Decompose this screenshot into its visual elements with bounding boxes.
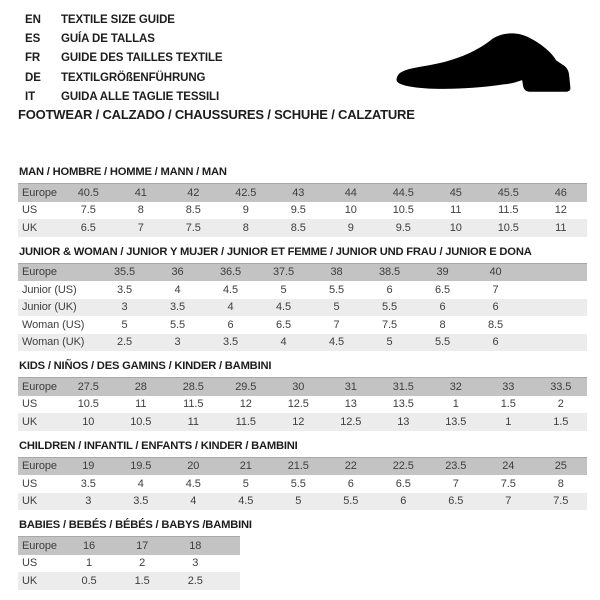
- table-row: [18, 413, 587, 431]
- row-label: Europe: [22, 266, 57, 279]
- size-cell: 5: [242, 477, 249, 490]
- size-cell: 22.5: [392, 460, 414, 473]
- size-cell: 3: [174, 336, 181, 349]
- size-cell: 3: [85, 495, 92, 508]
- size-cell: 8: [439, 318, 446, 331]
- size-cell: 2: [557, 398, 564, 411]
- size-cell: 29.5: [235, 380, 257, 393]
- size-cell: 11: [555, 221, 567, 234]
- size-cell: 18: [189, 539, 202, 552]
- language-row-en: [25, 11, 223, 30]
- size-cell: 44.5: [392, 186, 414, 199]
- size-cell: 6: [227, 318, 234, 331]
- size-cell: 37.5: [272, 266, 294, 279]
- language-label: GUIDE DES TAILLES TEXTILE: [61, 52, 223, 65]
- size-cell: 39: [436, 266, 449, 279]
- size-cell: 31.5: [392, 380, 414, 393]
- table-row: [18, 457, 587, 475]
- row-label: Europe: [22, 460, 57, 473]
- table-row: [18, 537, 240, 555]
- table-row: [18, 475, 587, 493]
- size-cell: 3.5: [170, 301, 185, 314]
- size-cell: 5.5: [382, 301, 397, 314]
- size-cell: 20: [187, 460, 200, 473]
- size-cell: 6.5: [435, 283, 450, 296]
- size-table-section-kids: [18, 360, 600, 431]
- size-cell: 6: [386, 283, 393, 296]
- size-cell: 12.5: [287, 398, 309, 411]
- size-cell: 3.5: [223, 336, 238, 349]
- size-cell: 41: [134, 186, 147, 199]
- table-row: [18, 263, 587, 281]
- row-label: UK: [22, 415, 38, 428]
- language-code: IT: [25, 90, 36, 103]
- row-label: Europe: [22, 380, 57, 393]
- size-cell: 44: [344, 186, 357, 199]
- size-cell: 9: [347, 221, 354, 234]
- category-title: FOOTWEAR / CALZADO / CHAUSSURES / SCHUHE / CALZATURE: [18, 107, 415, 122]
- size-cell: 5: [280, 283, 287, 296]
- size-cell: 11: [187, 415, 199, 428]
- size-cell: 27.5: [77, 380, 99, 393]
- size-cell: 3: [192, 557, 199, 570]
- table-row: [18, 493, 587, 511]
- size-cell: 10: [344, 204, 357, 217]
- row-label: US: [22, 398, 38, 411]
- size-cell: 6: [439, 301, 446, 314]
- size-cell: 3.5: [117, 283, 132, 296]
- size-cell: 1.5: [553, 415, 569, 428]
- size-cell: 7.5: [382, 318, 397, 331]
- size-cell: 4: [174, 283, 181, 296]
- size-table-kids: [18, 377, 587, 431]
- size-cell: 5: [386, 336, 393, 349]
- size-cell: 3.5: [80, 477, 96, 490]
- size-cell: 4: [137, 477, 144, 490]
- language-row-es: [25, 30, 223, 49]
- size-cell: 45: [449, 186, 462, 199]
- size-cell: 5.5: [329, 283, 344, 296]
- size-cell: 6: [492, 301, 499, 314]
- size-cell: 11: [135, 398, 147, 411]
- size-table-title-junior-woman: JUNIOR & WOMAN / JUNIOR Y MUJER / JUNIOR ET FEMME / JUNIOR UND FRAU / JUNIOR E DONA: [19, 245, 532, 258]
- size-cell: 7: [137, 221, 144, 234]
- size-cell: 7.5: [500, 477, 516, 490]
- size-cell: 9.5: [395, 221, 411, 234]
- row-label: Junior (UK): [22, 301, 77, 314]
- size-cell: 1: [452, 398, 459, 411]
- size-cell: 45.5: [497, 186, 519, 199]
- size-cell: 7: [505, 495, 512, 508]
- size-cell: 13: [344, 398, 357, 411]
- table-row: [18, 281, 587, 299]
- size-table-section-babies: [18, 519, 600, 590]
- size-cell: 5: [333, 301, 340, 314]
- size-cell: 12.5: [340, 415, 362, 428]
- size-cell: 7: [452, 477, 459, 490]
- size-cell: 21.5: [287, 460, 309, 473]
- size-cell: 19: [82, 460, 95, 473]
- size-cell: 33.5: [550, 380, 572, 393]
- language-row-de: [25, 69, 223, 88]
- size-cell: 4: [280, 336, 287, 349]
- size-cell: 23.5: [445, 460, 467, 473]
- size-cell: 10: [82, 415, 95, 428]
- size-cell: 35.5: [113, 266, 135, 279]
- size-cell: 32: [449, 380, 462, 393]
- size-cell: 6: [347, 477, 354, 490]
- spacer-cell: [522, 334, 587, 352]
- language-label: TEXTILE SIZE GUIDE: [61, 14, 175, 26]
- spacer-cell: [522, 316, 587, 334]
- language-code: EN: [25, 14, 41, 26]
- table-row: [18, 555, 240, 573]
- table-row: [18, 334, 587, 352]
- size-cell: 8.5: [290, 221, 306, 234]
- size-cell: 10.5: [497, 221, 519, 234]
- size-cell: 0.5: [81, 574, 97, 587]
- size-cell: 13.5: [392, 398, 414, 411]
- size-table-title-babies: BABIES / BEBÉS / BÉBÉS / BABYS /BAMBINI: [19, 519, 252, 531]
- table-row: [18, 572, 240, 590]
- size-table-title-children: CHILDREN / INFANTIL / ENFANTS / KINDER / BAMBINI: [19, 439, 298, 452]
- page-header: [0, 0, 600, 130]
- table-row: [18, 184, 587, 202]
- size-cell: 10.5: [392, 204, 414, 217]
- language-code: ES: [25, 33, 41, 46]
- size-cell: 6: [492, 336, 499, 349]
- size-cell: 8: [137, 204, 144, 217]
- language-label: TEXTILGRÖßENFÜHRUNG: [61, 71, 206, 84]
- size-cell: 7.5: [80, 204, 96, 217]
- size-table-babies: [18, 536, 240, 590]
- size-cell: 43: [292, 186, 305, 199]
- size-cell: 5.5: [343, 495, 359, 508]
- size-cell: 9: [242, 204, 249, 217]
- row-label: US: [22, 477, 38, 490]
- size-cell: 4.5: [329, 336, 344, 349]
- row-label: UK: [22, 574, 38, 587]
- size-cell: 4.5: [276, 301, 291, 314]
- size-cell: 12: [292, 415, 305, 428]
- language-label: GUIDA ALLE TAGLIE TESSILI: [61, 90, 220, 103]
- size-cell: 11.5: [498, 204, 519, 217]
- row-label: Woman (US): [22, 318, 85, 331]
- row-label: UK: [22, 495, 38, 508]
- table-row: [18, 219, 587, 237]
- size-cell: 36.5: [219, 266, 241, 279]
- size-cell: 2.5: [187, 574, 203, 587]
- size-cell: 25: [554, 460, 567, 473]
- size-cell: 6.5: [80, 221, 96, 234]
- size-cell: 8.5: [185, 204, 201, 217]
- language-code: FR: [25, 52, 41, 65]
- size-cell: 36: [171, 266, 184, 279]
- size-cell: 31: [344, 380, 357, 393]
- language-code: DE: [25, 71, 41, 84]
- size-cell: 22: [344, 460, 357, 473]
- language-row-it: [25, 88, 223, 107]
- size-cell: 38: [330, 266, 343, 279]
- size-table-section-man: [18, 166, 600, 237]
- size-cell: 10.5: [130, 415, 152, 428]
- spacer-cell: [522, 281, 587, 299]
- size-cell: 12: [554, 204, 567, 217]
- size-cell: 6.5: [448, 495, 464, 508]
- size-cell: 5: [295, 495, 302, 508]
- size-cell: 8.5: [488, 318, 503, 331]
- size-cell: 7.5: [185, 221, 201, 234]
- size-cell: 10: [449, 221, 462, 234]
- row-label: Woman (UK): [22, 336, 85, 349]
- size-cell: 38.5: [378, 266, 400, 279]
- size-cell: 3: [121, 301, 128, 314]
- size-cell: 1: [86, 557, 93, 570]
- spacer-cell: [222, 537, 240, 555]
- size-cell: 11.5: [183, 398, 204, 411]
- spacer-cell: [222, 572, 240, 590]
- size-cell: 4.5: [185, 477, 201, 490]
- table-row: [18, 299, 587, 317]
- size-table-title-kids: KIDS / NIÑOS / DES GAMINS / KINDER / BAMBINI: [19, 360, 272, 372]
- table-row: [18, 396, 587, 414]
- size-tables: [18, 166, 600, 590]
- size-cell: 5.5: [290, 477, 306, 490]
- size-table-children: [18, 457, 587, 511]
- size-cell: 24: [502, 460, 515, 473]
- spacer-cell: [522, 263, 587, 281]
- size-cell: 7: [492, 283, 499, 296]
- row-label: US: [22, 204, 38, 217]
- size-cell: 6.5: [395, 477, 411, 490]
- size-cell: 4.5: [238, 495, 254, 508]
- size-cell: 5.5: [435, 336, 450, 349]
- size-cell: 46: [554, 186, 567, 199]
- size-cell: 30: [292, 380, 305, 393]
- size-cell: 11: [450, 204, 462, 217]
- spacer-cell: [522, 299, 587, 317]
- size-cell: 33: [502, 380, 515, 393]
- size-cell: 1.5: [134, 574, 150, 587]
- size-cell: 28: [134, 380, 147, 393]
- size-cell: 8: [557, 477, 564, 490]
- size-cell: 7.5: [553, 495, 569, 508]
- size-cell: 40: [489, 266, 502, 279]
- size-cell: 10.5: [77, 398, 99, 411]
- size-cell: 5.5: [170, 318, 185, 331]
- size-cell: 19.5: [130, 460, 152, 473]
- row-label: Europe: [22, 186, 57, 199]
- size-cell: 4.5: [223, 283, 238, 296]
- size-cell: 42.5: [235, 186, 257, 199]
- size-table-man: [18, 183, 587, 237]
- size-cell: 3.5: [133, 495, 149, 508]
- size-table-junior-woman: [18, 263, 587, 352]
- size-cell: 42: [187, 186, 200, 199]
- size-cell: 13: [397, 415, 410, 428]
- size-cell: 7: [333, 318, 340, 331]
- size-cell: 17: [136, 539, 149, 552]
- size-cell: 1: [505, 415, 512, 428]
- size-table-title-man: MAN / HOMBRE / HOMME / MANN / MAN: [19, 166, 227, 178]
- size-cell: 28.5: [182, 380, 204, 393]
- size-cell: 12: [239, 398, 252, 411]
- size-cell: 6: [400, 495, 407, 508]
- language-list: [25, 11, 223, 107]
- size-table-section-junior-woman: [18, 246, 600, 352]
- language-row-fr: [25, 49, 223, 68]
- size-cell: 6.5: [276, 318, 291, 331]
- size-cell: 2: [139, 557, 146, 570]
- size-table-section-children: [18, 440, 600, 511]
- row-label: Europe: [22, 539, 57, 552]
- row-label: Junior (US): [22, 283, 77, 296]
- size-cell: 4: [227, 301, 234, 314]
- table-row: [18, 378, 587, 396]
- language-label: GUÍA DE TALLAS: [61, 33, 155, 46]
- size-cell: 1.5: [500, 398, 516, 411]
- size-cell: 16: [83, 539, 96, 552]
- size-cell: 5: [121, 318, 128, 331]
- size-cell: 2.5: [117, 336, 132, 349]
- table-row: [18, 202, 587, 220]
- shoe-icon: [392, 22, 582, 104]
- size-cell: 11.5: [235, 415, 256, 428]
- size-cell: 40.5: [77, 186, 99, 199]
- size-cell: 4: [190, 495, 197, 508]
- size-cell: 13.5: [445, 415, 467, 428]
- table-row: [18, 316, 587, 334]
- spacer-cell: [222, 555, 240, 573]
- row-label: UK: [22, 221, 38, 234]
- size-cell: 9.5: [290, 204, 306, 217]
- size-cell: 8: [242, 221, 249, 234]
- row-label: US: [22, 557, 38, 570]
- size-cell: 21: [239, 460, 252, 473]
